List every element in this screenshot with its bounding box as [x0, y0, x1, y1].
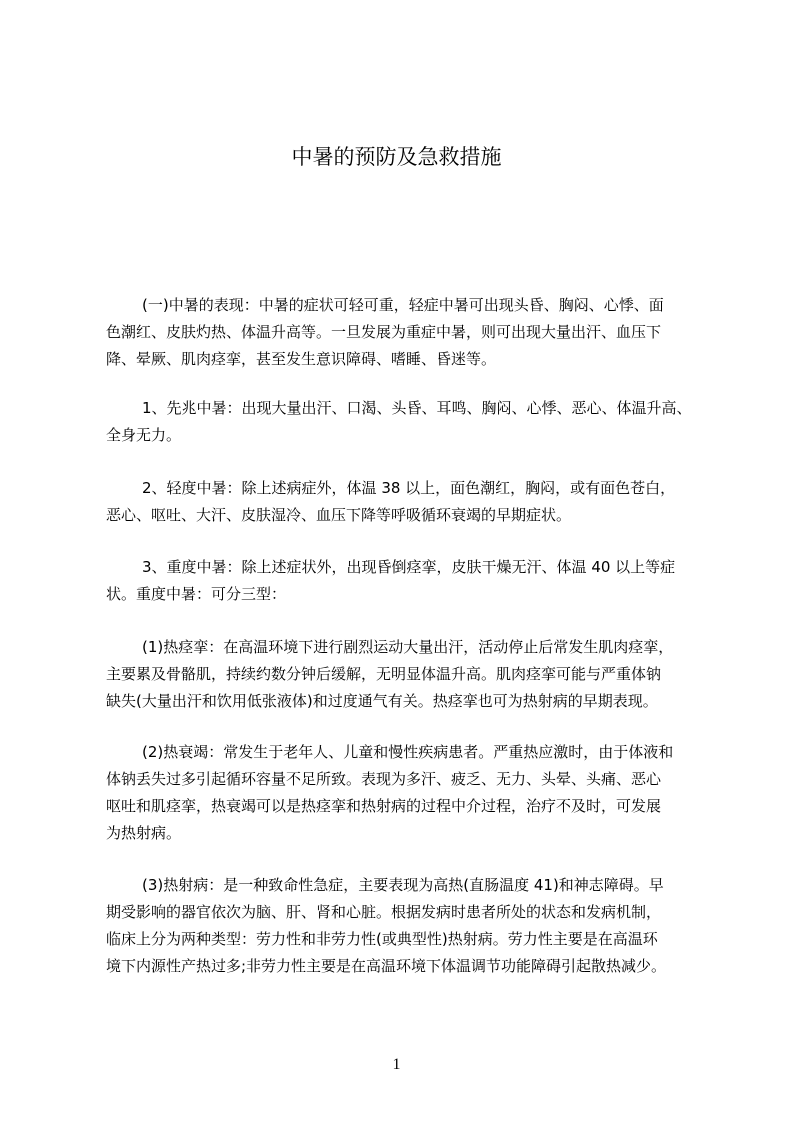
- paragraph-line: 缺失(大量出汗和饮用低张液体)和过度通气有关。热痉挛也可为热射病的早期表现。: [106, 692, 658, 710]
- paragraph-line: (3)热射病：是一种致命性急症，主要表现为高热(直肠温度 41)和神志障碍。早: [142, 876, 664, 894]
- paragraph-line: 呕吐和肌痉挛，热衰竭可以是热痉挛和热射病的过程中介过程，治疗不及时，可发展: [106, 797, 662, 815]
- paragraph-line: 降、晕厥、肌肉痉挛，甚至发生意识障碍、嗜睡、昏迷等。: [106, 350, 497, 368]
- paragraph-line: 期受影响的器官依次为脑、肝、肾和心脏。根据发病时患者所处的状态和发病机制，: [106, 903, 662, 921]
- paragraph-line: 为热射病。: [106, 824, 182, 842]
- paragraph-line: 1、先兆中暑：出现大量出汗、口渴、头昏、耳鸣、胸闷、心悸、恶心、体温升高、: [142, 399, 692, 417]
- paragraph-heat-stroke: [0, 872, 666, 980]
- paragraph-symptoms-intro: [0, 292, 664, 373]
- paragraph-line: (2)热衰竭：常发生于老年人、儿童和慢性疾病患者。严重热应激时，由于体液和: [142, 743, 674, 761]
- paragraph-line: (一)中暑的表现：中暑的症状可轻可重，轻症中暑可出现头昏、胸闷、心悸、面: [142, 296, 664, 314]
- paragraph-line: 主要累及骨骼肌，持续约数分钟后缓解，无明显体温升高。肌肉痉挛可能与严重体钠: [106, 665, 662, 683]
- paragraph-mild-heatstroke: [0, 475, 675, 529]
- page-title: 中暑的预防及急救措施: [291, 145, 502, 169]
- paragraph-line: 体钠丢失过多引起循环容量不足所致。表现为多汗、疲乏、无力、头晕、头痛、恶心: [106, 770, 662, 788]
- paragraph-line: 3、重度中暑：除上述症状外，出现昏倒痉挛，皮肤干燥无汗、体温 40 以上等症: [142, 558, 676, 576]
- paragraph-heat-cramps: [0, 634, 673, 715]
- paragraph-heat-exhaustion: [0, 739, 673, 847]
- page-number: 1: [392, 1056, 401, 1073]
- paragraph-severe-heatstroke: [0, 554, 675, 608]
- paragraph-line: 境下内源性产热过多;非劳力性主要是在高温环境下体温调节功能障碍引起散热减少。: [106, 957, 667, 975]
- paragraph-line: 恶心、呕吐、大汗、皮肤湿冷、血压下降等呼吸循环衰竭的早期症状。: [106, 506, 572, 524]
- paragraph-aura-heatstroke: [0, 395, 692, 449]
- paragraph-line: 色潮红、皮肤灼热、体温升高等。一旦发展为重症中暑，则可出现大量出汗、血压下: [106, 323, 662, 341]
- paragraph-line: (1)热痉挛：在高温环境下进行剧烈运动大量出汗，活动停止后常发生肌肉痉挛，: [142, 638, 674, 656]
- paragraph-line: 临床上分为两种类型：劳力性和非劳力性(或典型性)热射病。劳力性主要是在高温环: [106, 930, 658, 948]
- paragraph-line: 状。重度中暑：可分三型：: [106, 585, 287, 603]
- paragraph-line: 2、轻度中暑：除上述病症外，体温 38 以上，面色潮红，胸闷，或有面色苍白，: [142, 479, 676, 497]
- paragraph-line: 全身无力。: [106, 426, 182, 444]
